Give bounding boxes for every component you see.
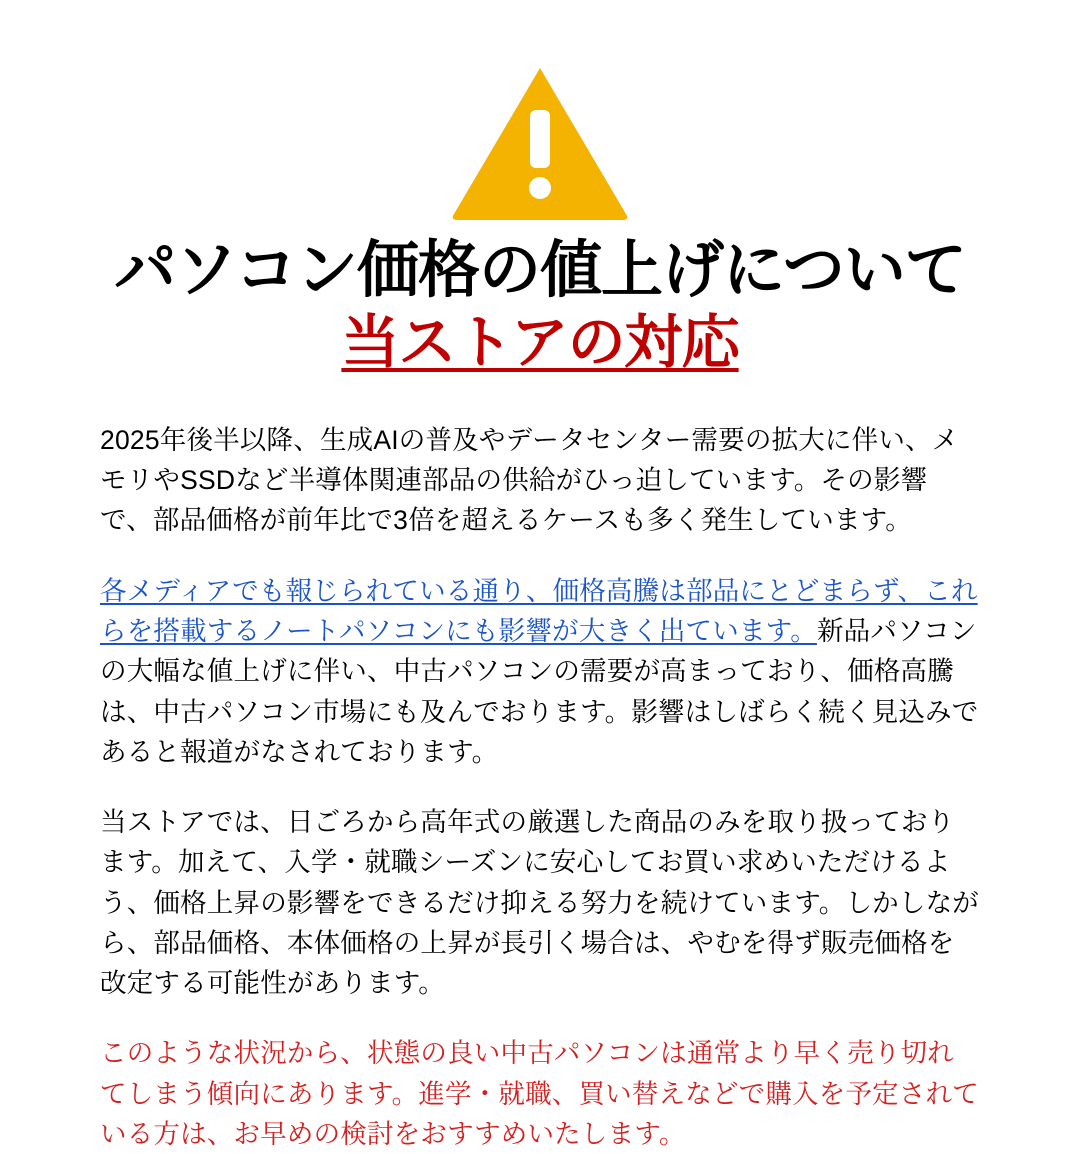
media-report-link[interactable]: 各メディアでも報じられている通り、価格高騰は部品にとどまらず、これらを搭載するノートパソコンにも影響が大きく出ています。 [100, 575, 978, 646]
paragraph-2-text: 新品パソコンの大幅な値上げに伴い、中古パソコンの需要が高まっており、価格高騰は、中古パソコン市場にも及んでおります。影響はしばらく続く見込みであると報道がなされております。 [100, 615, 979, 767]
warning-icon-container [0, 62, 1080, 222]
paragraph-4 [100, 1033, 980, 1154]
paragraph-3 [100, 802, 980, 1003]
paragraph-1 [100, 420, 980, 541]
paragraph-3-text: 当ストアでは、日ごろから高年式の厳選した商品のみを取り扱っております。加えて、入学・就職シーズンに安心してお買い求めいただけるよう、価格上昇の影響をできるだけ抑える努力を続けています。しかしながら、部品価格、本体価格の上昇が長引く場合は、やむを得ず販売価格を改定する可能性があります。 [100, 807, 979, 999]
page-title [0, 238, 1080, 376]
notice-body [100, 420, 980, 1154]
paragraph-4-text: このような状況から、状態の良い中古パソコンは通常より早く売り切れてしまう傾向にあります。進学・就職、買い替えなどで購入を予定されている方は、お早めの検討をおすすめいたします。 [100, 1038, 979, 1149]
headline-sub-text: 当ストアの対応 [341, 309, 739, 375]
headline-main-text: パソコン価格の値上げについて [114, 236, 966, 305]
paragraph-2 [100, 571, 980, 772]
warning-triangle-exclamation-icon [450, 62, 630, 222]
paragraph-1-text: 2025年後半以降、生成AIの普及やデータセンター需要の拡大に伴い、メモリやSSDなど半導体関連部品の供給がひっ迫しています。その影響で、部品価格が前年比で3倍を超えるケースも多く発生しています。 [100, 424, 959, 536]
